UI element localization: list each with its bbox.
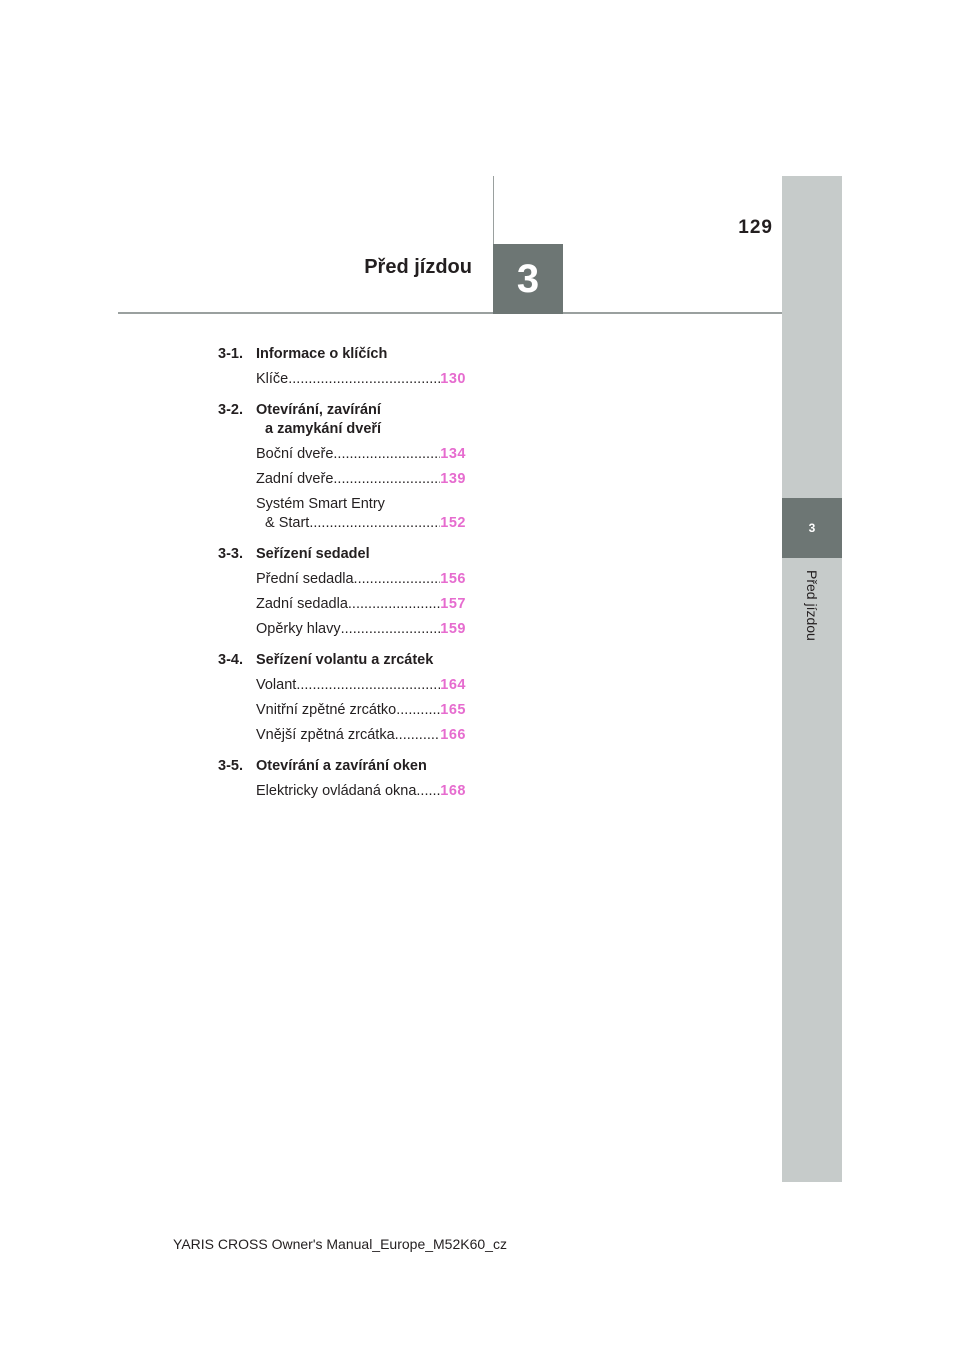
- toc-section-title-line: Seřízení sedadel: [256, 546, 370, 562]
- toc-entry[interactable]: [256, 495, 466, 533]
- toc-section: [218, 545, 466, 564]
- toc-page-link[interactable]: 159: [440, 621, 466, 637]
- toc-section: [218, 345, 466, 364]
- toc-section-title-line: Otevírání a zavírání oken: [256, 758, 427, 774]
- toc-entry[interactable]: [256, 595, 466, 614]
- toc-dot-leader: [416, 782, 440, 801]
- chapter-title: Před jízdou: [364, 256, 472, 278]
- chapter-number-box: [493, 244, 563, 314]
- toc-section-number: 3-1.: [218, 346, 243, 362]
- toc-entry[interactable]: [256, 782, 466, 801]
- toc-section-title: [256, 651, 433, 670]
- toc-entry-text: Zadní sedadla: [256, 596, 348, 612]
- toc-entry-text: Opěrky hlavy: [256, 621, 341, 637]
- toc-page-link[interactable]: 134: [440, 446, 466, 462]
- toc-dot-leader: [395, 726, 441, 745]
- toc-section-number: 3-5.: [218, 758, 243, 774]
- toc-section-title: [256, 545, 370, 564]
- toc-page-link[interactable]: 130: [440, 371, 466, 387]
- toc-page-link[interactable]: 168: [440, 783, 466, 799]
- toc-section-title-line: Informace o klíčích: [256, 346, 388, 362]
- toc-section-title-line: Otevírání, zavírání: [256, 402, 381, 418]
- toc-entry-text: Boční dveře: [256, 446, 334, 462]
- toc-page-link[interactable]: 165: [440, 702, 466, 718]
- toc-section-title: [256, 401, 381, 439]
- toc-section-number: 3-3.: [218, 546, 243, 562]
- toc-dot-leader: [333, 445, 440, 464]
- toc-section-number: 3-2.: [218, 402, 243, 418]
- toc-entry[interactable]: [256, 370, 466, 389]
- chapter-number: 3: [516, 256, 540, 301]
- toc-page-link[interactable]: 156: [440, 571, 466, 587]
- toc-section: [218, 757, 466, 776]
- toc-entry-text: Zadní dveře: [256, 471, 334, 487]
- toc-page-link[interactable]: 166: [440, 727, 466, 743]
- toc-page-link[interactable]: 139: [440, 471, 466, 487]
- toc-dot-leader: [341, 620, 441, 639]
- toc-entry[interactable]: [256, 570, 466, 589]
- toc-dot-leader: [354, 570, 441, 589]
- header-vertical-rule: [493, 176, 494, 246]
- toc-dot-leader: [348, 595, 440, 614]
- toc-section-title: [256, 345, 387, 364]
- toc-page-link[interactable]: 152: [440, 515, 466, 531]
- toc-entry-text: Klíče: [256, 371, 289, 387]
- toc-entry-text: Systém Smart Entry: [256, 496, 385, 512]
- footer-manual-id: YARIS CROSS Owner's Manual_Europe_M52K60_cz: [173, 1236, 507, 1252]
- toc-page-link[interactable]: 157: [440, 596, 466, 612]
- toc-entry-text: Vnější zpětná zrcátka: [256, 727, 395, 743]
- toc-section-number: 3-4.: [218, 652, 243, 668]
- toc-page-link[interactable]: 164: [440, 677, 466, 693]
- toc-dot-leader: [296, 676, 440, 695]
- toc-section-title-line: a zamykání dveří: [265, 421, 382, 437]
- toc-entry[interactable]: [256, 726, 466, 745]
- toc-entry[interactable]: [256, 470, 466, 489]
- table-of-contents: [218, 345, 466, 801]
- toc-entry[interactable]: [256, 676, 466, 695]
- toc-dot-leader: [309, 514, 440, 533]
- sidebar-chapter-label: [782, 570, 842, 680]
- page-number: 129: [738, 217, 773, 238]
- toc-entry-text: & Start: [265, 515, 310, 531]
- toc-entry-text: Přední sedadla: [256, 571, 354, 587]
- sidebar-chapter-tab[interactable]: [782, 498, 842, 558]
- toc-entry-text: Volant: [256, 677, 297, 693]
- toc-entry[interactable]: [256, 701, 466, 720]
- toc-section-title: [256, 757, 427, 776]
- toc-section-title-line: Seřízení volantu a zrcátek: [256, 652, 434, 668]
- header-horizontal-rule: [118, 312, 782, 314]
- toc-entry-text: Vnitřní zpětné zrcátko: [256, 702, 397, 718]
- toc-section: [218, 651, 466, 670]
- toc-entry[interactable]: [256, 620, 466, 639]
- toc-entry[interactable]: [256, 445, 466, 464]
- sidebar-label-text: Před jízdou: [804, 570, 820, 641]
- toc-dot-leader: [333, 470, 440, 489]
- toc-section: [218, 401, 466, 439]
- sidebar-tab-number: 3: [808, 521, 816, 535]
- toc-dot-leader: [288, 370, 440, 389]
- toc-dot-leader: [396, 701, 440, 720]
- toc-entry-text: Elektricky ovládaná okna: [256, 783, 417, 799]
